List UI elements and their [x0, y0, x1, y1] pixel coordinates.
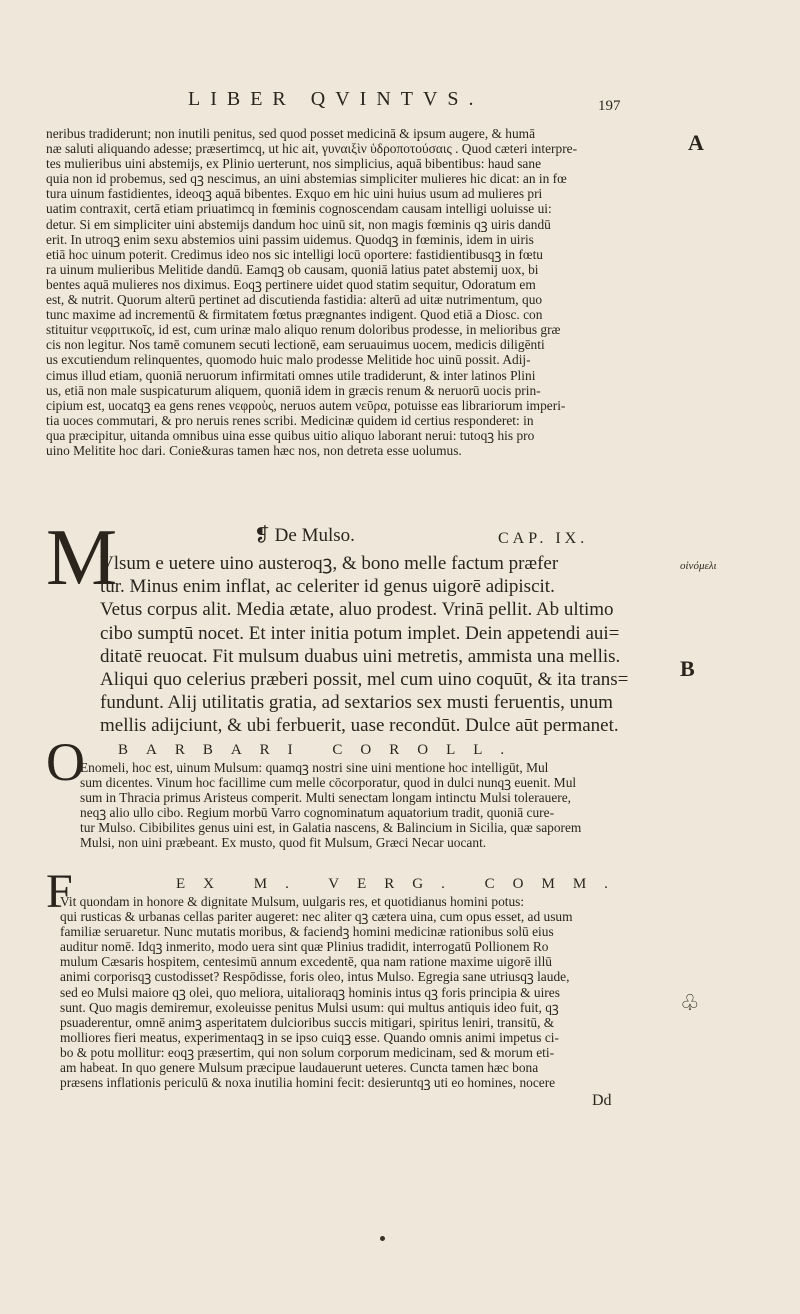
text-line: est, & nutrit. Quorum alterū pertinet ad discutienda fastidia: alterū ad uitæ nutrimentum, quo: [46, 292, 543, 308]
margin-letter-a: A: [688, 130, 704, 155]
barbari-text: [80, 760, 672, 851]
chapter-title: ❡ De Mulso.: [254, 525, 355, 546]
text-line: us excutiendum relinquentes, quomodo huic malo prodesse Melitide hoc uinū possit. Adij-: [46, 352, 531, 368]
verg-line: sed eo Mulsi maiore qꝫ olei, quo meliora, uitalioraqꝫ hominis intus qꝫ foris principia & uires: [60, 984, 560, 1000]
barbari-line: neqꝫ alio ullo cibo. Regium morbū Varro cognominatum aquatorium tradit, quoniā cure-: [80, 805, 555, 821]
chapter-line: tur. Minus enim inflat, ac celeriter id genus uigorē adipiscit.: [100, 576, 555, 598]
verg-line: psuaderentur, omnē animꝫ asperitatem dulcioribus succis mitigari, spiritus leniri, transitū, &: [60, 1014, 555, 1030]
text-line: cipium est, uocatqꝫ ea gens renes νεφροὺς, neruos autem νεῦρα, potuisse eas librariorum imperi-: [46, 397, 566, 413]
text-line: bentes aquā mulieres nos diximus. Eoqꝫ pertinere uidet quod statim sequitur, Odoratum em: [46, 276, 536, 292]
text-line: tunc maxime ad incrementū & firmitatem fœtus prægnantes indigent. Quod etiā a Diosc. con: [46, 307, 543, 323]
text-line: detur. Si em simpliciter uini abstemijs dandum hoc uinū sit, non magis fœminis qꝫ uiris dandū: [46, 216, 551, 232]
top-text-block: [46, 126, 672, 458]
text-line: uatim contraxit, certā etiam priuatimcq in fœminis cognoscendam causam intelligi uoluisse ui:: [46, 201, 552, 217]
text-line: etiā hoc uinum poterit. Credimus ideo nos sic intelligi locū oportere: fastidientibusqꝫ in fœtu: [46, 246, 543, 262]
text-line: us, etiā non male suspicaturum aliquem, quoniā idem in græcis renum & neruorū uocis prin-: [46, 382, 541, 398]
verg-heading: EX M. VERG. COMM.: [176, 876, 626, 892]
chapter-line: ditatē reuocat. Fit mulsum duabus uini metretis, ammista una mellis.: [100, 645, 621, 667]
text-line: stituitur νεφριτικοῖς, id est, cum urinæ malo aliquo renum doloribus prodesse, in melioribus græ: [46, 322, 561, 338]
barbari-dropcap: O: [46, 732, 85, 792]
text-line: cimus illud etiam, quoniā neruorum infirmitati omnes utile tradiderunt, & inter latinos Plini: [46, 367, 536, 383]
barbari-line: tur Mulso. Cibibilites genus uini est, in Galatia nascens, & Balincium in Sicilia, quæ saporem: [80, 820, 582, 836]
verg-line: molliores fieri meatus, experimentaqꝫ in se ipso cuiqꝫ esse. Quando omnis animi impetus ci-: [60, 1029, 559, 1045]
barbari-line: sum in Thracia primus Aristeus comperit. Multi senectam longam intinctu Mulsi tolerauere,: [80, 790, 572, 806]
chapter-line: fundunt. Alij utilitatis gratia, ad sextarios sex musti feruentis, unum: [100, 692, 613, 714]
verg-line: sunt. Quo magis demiremur, exoleuisse penitus Mulsi usum: qui multus antiquis ideo fuit, qꝫ: [60, 999, 559, 1015]
verg-line: bo & potu mollitur: eoqꝫ præsertim, qui non solum corporum medicinam, sed & morum eti-: [60, 1044, 555, 1060]
verg-dropcap: F: [46, 865, 73, 918]
verg-line: auditur nomē. Idqꝫ inmerito, modo uera sint quæ Plinius tradidit, interrogatū Pollionem Ro: [60, 939, 549, 955]
text-line: næ saluti aliquando adesse; præsertimcq, ut hic ait, γυναιξὶν ὑδροποτούσαις . Quod cæteri interpre-: [46, 141, 578, 157]
text-line: neribus tradiderunt; non inutili penitus, sed quod posset medicinā & ipsum augere, & humā: [46, 126, 536, 141]
margin-letter-b: B: [680, 656, 695, 681]
chapter-line: Aliqui quo celerius præberi possit, mel cum uino coquūt, & ita trans=: [100, 669, 629, 691]
chapter-dropcap: M: [46, 514, 118, 602]
verg-line: animi corporisqꝫ custodisset? Respōdisse, foris oleo, intus Mulso. Egregia sane utriusqꝫ laude,: [60, 969, 570, 985]
margin-ornament: ♧: [680, 990, 700, 1015]
folio-number: 197: [598, 98, 621, 114]
verg-line: mulum Cæsaris hospitem, centesimū annum excedentē, qua nam ratione maxime uigorē illū: [60, 954, 552, 970]
text-line: ra uinum mulieribus Melitide dandū. Eamqꝫ ob causam, quoniā latius patet abstemij uox, bi: [46, 261, 539, 277]
barbari-line: Enomeli, hoc est, uinum Mulsum: quamqꝫ nostri sine uini mentione hoc intelligūt, Mul: [80, 760, 549, 775]
verg-line: qui rusticas & urbanas cellas pariter augeret: nec aliter qꝫ cætera uina, cum opus esset, ad usum: [60, 909, 573, 925]
margin-note-oinomeli: οἰνόμελι: [680, 560, 717, 572]
chapter-line: Vlsum e uetere uino austeroqꝫ, & bono melle factum præfer: [100, 553, 559, 574]
chapter-text: [100, 552, 672, 738]
verg-line: familiæ seruaretur. Nunc mutatis moribus, & faciendꝫ homini medicinæ rationibus solū eius: [60, 924, 554, 940]
chapter-line: cibo sumptū nocet. Et inter initia potum implet. Dein appetendi aui=: [100, 622, 620, 644]
running-title: LIBER QVINTVS.: [188, 88, 484, 110]
chapter-number: CAP. IX.: [498, 530, 589, 547]
verg-text: [60, 894, 672, 1090]
text-line: uino Melitite hoc dari. Conie&uras tamen hæc nos, non detreta esse uolumus.: [46, 442, 462, 458]
text-line: erit. In utroqꝫ enim sexu abstemios uini passim uidemus. Quodqꝫ in fœminis, idem in uiris: [46, 231, 534, 247]
text-line: tes mulieribus uini abstemijs, ex Plinio uerterunt, nos simplicius, aquā bibentibus: haud sane: [46, 156, 542, 172]
chapter-line: mellis adijciunt, & ubi ferbuerit, uase recondūt. Dulce aūt permanet.: [100, 715, 619, 737]
text-line: quia non id probemus, sed qꝫ nescimus, an uini abstemias simpliciter mulieres hic dicat: an in fœ: [46, 171, 567, 187]
barbari-line: Mulsi, non uini præbeant. Ex musto, quod fit Mulsum, Græci Necar uocant.: [80, 835, 487, 851]
verg-line: Vit quondam in honore & dignitate Mulsum, uulgaris res, et quotidianus homini potus:: [60, 894, 525, 909]
verg-line: am habeat. In quo genere Mulsum præcipue laudauerunt ueteres. Cuncta tamen hæc bona: [60, 1060, 539, 1076]
text-line: tia uoces commutari, & pro neruis renes scribi. Medicinæ quidem id certius responderet: in: [46, 412, 534, 428]
verg-line: præsens inflationis periculū & noxa inutilia homini fecit: desieruntqꝫ uti eo homines, nocere: [60, 1075, 556, 1091]
chapter-line: Vetus corpus alit. Media ætate, aluo prodest. Vrinā pellit. Ab ultimo: [100, 599, 614, 621]
text-line: cis non legitur. Nos tamē comunem secuti lectionē, eam seruauimus uocem, medicis diligēnti: [46, 337, 545, 353]
signature-mark: Dd: [592, 1092, 612, 1109]
barbari-heading: BARBARI COROLL.: [118, 742, 523, 758]
page-dot: [380, 1236, 385, 1241]
barbari-line: sum dicentes. Vinum hoc facillime cum melle cōcorporatur, quod in dulci nunqꝫ euenit. Mul: [80, 775, 577, 791]
text-line: qua præcipitur, uitanda omnibus uina esse quibus uitio aliquo laborant nerui: tutoqꝫ his pro: [46, 427, 535, 443]
text-line: tura uinum fastidientes, ideoqꝫ aquā bibentes. Exquo em hic uini huius usum ad mulieres pri: [46, 186, 543, 202]
